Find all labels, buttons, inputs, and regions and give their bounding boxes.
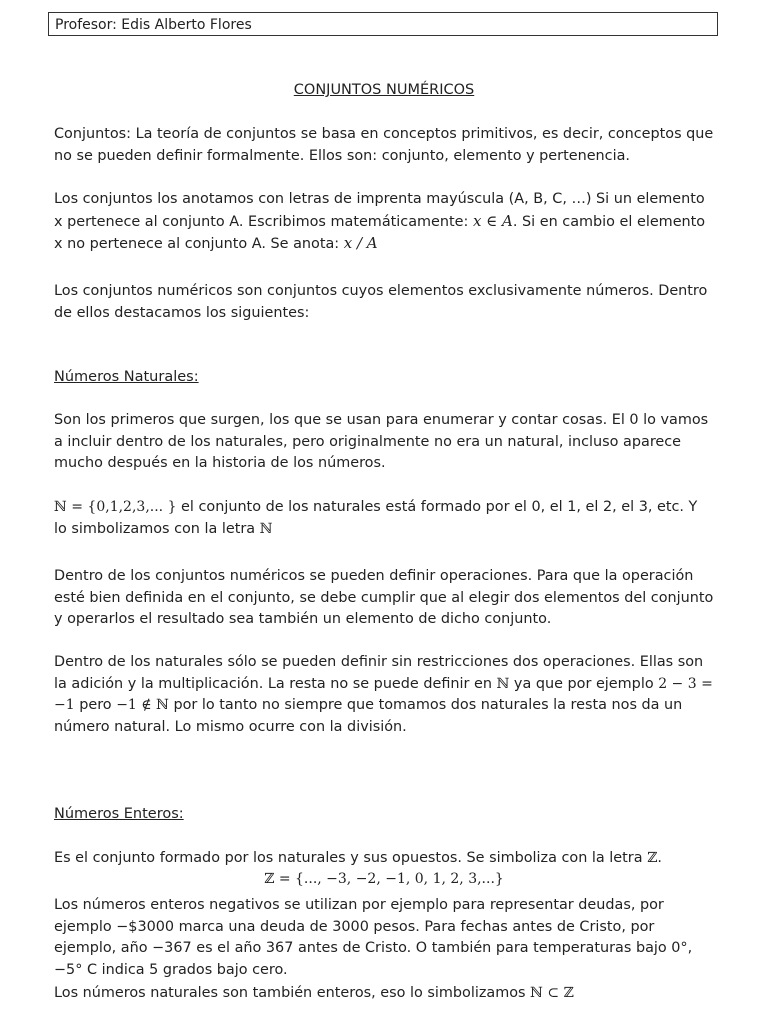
enteros-text-a: Es el conjunto formado por los naturales y sus opuestos. Se simboliza con la letra (54, 850, 648, 866)
subset-text: Los números naturales son también enteros, eso lo simbolizamos (54, 985, 531, 1001)
paragraph-notation (54, 189, 714, 256)
paragraph-naturales-set (54, 497, 714, 540)
natural-symbol: ℕ (259, 520, 273, 537)
enteros-text-b: . (657, 850, 662, 866)
natural-ops-text-c: pero (74, 697, 117, 714)
integer-symbol: ℤ (647, 850, 658, 866)
header-professor (48, 12, 718, 36)
heading-naturales: Números Naturales: (54, 369, 199, 385)
math-natural-set: ℕ = {0,1,2,3,... } (54, 499, 177, 515)
paragraph-numeric-sets: Los conjuntos numéricos son conjuntos cuyos elementos exclusivamente números. Dentro de ellos destacamos los siguientes: (54, 283, 708, 321)
notation-text-a: Los conjuntos los anotamos con letras de imprenta mayúscula (A, B, C, …) Si un elemento x pertenece al conjunto A. Escribimos matemáticamente: (54, 191, 705, 230)
natural-ops-text-d: por lo tanto no siempre que tomamos dos naturales la resta nos da un número natural. Lo mismo ocurre con la división. (54, 697, 683, 735)
paragraph-enteros-intro (54, 848, 714, 870)
paragraph-natural-operations (54, 652, 714, 738)
natural-ops-text-b: ya que por ejemplo (509, 675, 659, 692)
natural-symbol-ops: ℕ (496, 675, 510, 692)
math-subset: ℕ ⊂ ℤ (530, 985, 574, 1001)
paragraph-naturales-intro: Son los primeros que surgen, los que se usan para enumerar y contar cosas. El 0 lo vamos a incluir dentro de los naturales, pero originalmente no era un natural, incluso aparece mucho después en la historia de los números. (54, 412, 709, 472)
paragraph-enteros-uses: Los números enteros negativos se utilizan por ejemplo para representar deudas, por ejemplo −$3000 marca una deuda de 3000 pesos. Para fechas antes de Cristo, por ejemplo, año −367 es el año 367 antes de Cristo. O también para temperaturas bajo 0°, −5° C indica 5 grados bajo cero. (54, 897, 693, 978)
natural-ops-text-a: Dentro de los naturales sólo se pueden definir sin restricciones dos operaciones. Ellas son la adición y la multiplicación. La resta no se puede definir en (54, 654, 704, 692)
math-integer-set: ℤ = {..., −3, −2, −1, 0, 1, 2, 3,...} (264, 871, 504, 887)
paragraph-operations: Dentro de los conjuntos numéricos se pueden definir operaciones. Para que la operación esté bien definida en el conjunto, se debe cumplir que al elegir dos elementos del conjunto y operarlos el resultado sea también un elemento de dicho conjunto. (54, 568, 714, 628)
page-title: CONJUNTOS NUMÉRICOS (293, 82, 475, 98)
notation-text-b: . Si en cambio el elemento x no pertenece al conjunto A. Se anota: (54, 213, 706, 253)
math-not-belongs: x ∕ A (343, 234, 378, 253)
heading-enteros: Números Enteros: (54, 806, 184, 822)
paragraph-enteros-subset (54, 983, 714, 1005)
professor-name: Profesor: Edis Alberto Flores (55, 17, 252, 33)
natural-set-text: el conjunto de los naturales está formado por el 0, el 1, el 2, el 3, etc. Y lo simbolizamos con la letra (54, 499, 698, 537)
math-not-natural: −1 ∉ ℕ (116, 697, 169, 714)
math-belongs: x ∈ A (472, 211, 513, 230)
paragraph-conjuntos: Conjuntos: La teoría de conjuntos se basa en conceptos primitivos, es decir, conceptos que no se pueden definir formalmente. Ellos son: conjunto, elemento y pertenencia. (54, 126, 714, 164)
math-subtraction: 2 − 3 = −1 (54, 675, 713, 714)
